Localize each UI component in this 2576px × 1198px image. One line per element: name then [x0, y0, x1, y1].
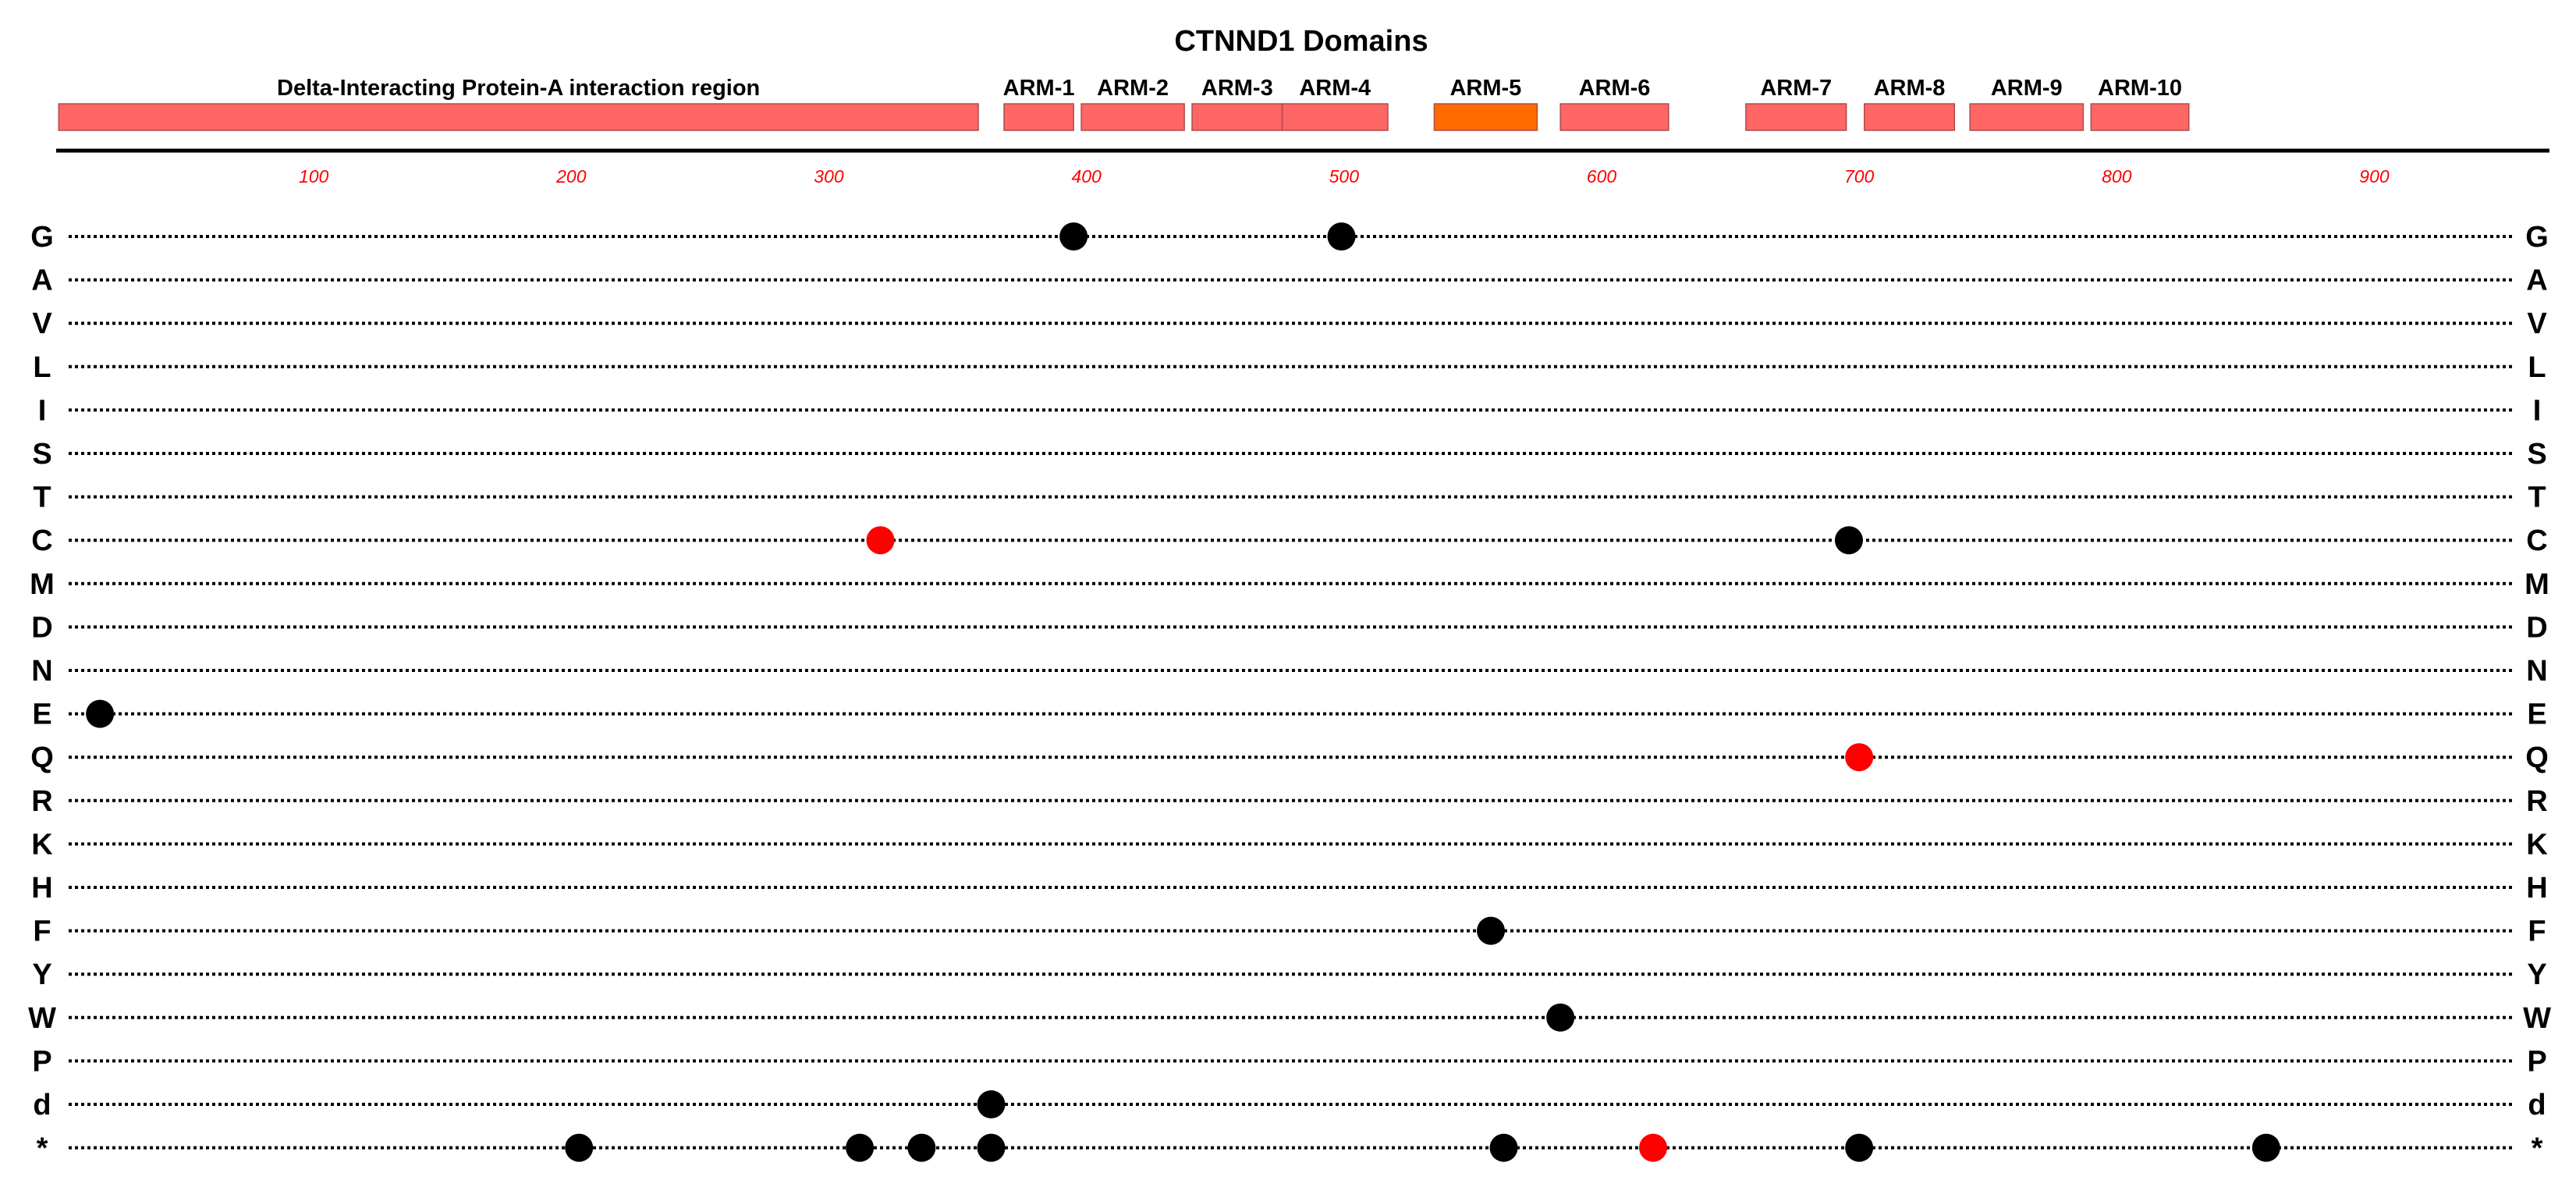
domain-label: ARM-10 [2098, 76, 2183, 101]
row-label-left: A [31, 264, 53, 297]
mutation-point [1490, 1134, 1518, 1162]
mutation-point [867, 526, 895, 554]
row-label-left: I [37, 394, 47, 428]
mutation-point [1845, 1134, 1873, 1162]
mutation-point [565, 1134, 593, 1162]
x-tick-label: 200 [556, 166, 587, 187]
domain-bar [2091, 104, 2188, 130]
row-label-left: K [31, 828, 53, 862]
row-label-right: R [2526, 784, 2548, 818]
domain-bar [1283, 104, 1388, 130]
domain-bar [59, 104, 978, 130]
row-label-left: Q [30, 741, 54, 775]
domain-bar [1560, 104, 1669, 130]
row-label-right: S [2527, 438, 2547, 471]
row-label-right: H [2526, 872, 2548, 905]
row-label-right: L [2528, 350, 2546, 384]
chart-title: CTNND1 Domains [1174, 25, 1428, 58]
mutation-point [1845, 743, 1873, 771]
row-label-left: L [33, 350, 51, 384]
row-label-right: C [2526, 524, 2548, 558]
domain-label: ARM-9 [1990, 76, 2063, 101]
mutation-point [978, 1134, 1006, 1162]
row-label-right: F [2528, 915, 2546, 948]
row-label-left: * [36, 1132, 48, 1165]
domain-label: ARM-7 [1760, 76, 1833, 101]
row-label-right: P [2527, 1045, 2547, 1079]
x-tick-label: 100 [298, 166, 329, 187]
row-label-right: D [2526, 611, 2548, 645]
row-label-left: S [32, 438, 52, 471]
x-tick-label: 700 [1843, 166, 1875, 187]
domain-bar [1192, 104, 1283, 130]
row-label-right: N [2526, 655, 2548, 688]
residue-rows [28, 221, 2551, 1165]
row-label-right: d [2528, 1089, 2546, 1122]
row-label-right: M [2525, 567, 2549, 601]
x-tick-label: 900 [2359, 166, 2390, 187]
mutation-point [846, 1134, 874, 1162]
domain-bar [1865, 104, 1955, 130]
mutation-point [86, 700, 114, 728]
row-label-right: I [2532, 394, 2542, 428]
mutation-point [907, 1134, 935, 1162]
domain-bar [1970, 104, 2083, 130]
x-tick-label: 500 [1329, 166, 1360, 187]
row-label-left: R [31, 784, 53, 818]
row-label-right: Q [2525, 741, 2549, 775]
row-label-left: C [31, 524, 53, 558]
x-tick-label: 800 [2102, 166, 2132, 187]
mutation-point [1328, 222, 1356, 251]
row-label-right: W [2523, 1001, 2551, 1035]
row-label-left: G [30, 221, 54, 254]
domain-bar [1004, 104, 1073, 130]
row-label-left: D [31, 611, 53, 645]
axis-ticks [299, 166, 2390, 187]
row-label-left: H [31, 872, 53, 905]
row-label-left: E [32, 698, 52, 731]
row-label-right: K [2526, 828, 2548, 862]
mutation-point [1059, 222, 1088, 251]
domain-label: Delta-Interacting Protein-A interaction region [277, 76, 761, 101]
mutation-point [1639, 1134, 1667, 1162]
row-label-left: P [32, 1045, 52, 1079]
x-tick-label: 300 [814, 166, 844, 187]
domain-bar [1081, 104, 1184, 130]
mutation-point [1835, 526, 1863, 554]
row-label-left: T [33, 481, 51, 514]
domain-label: ARM-4 [1299, 76, 1371, 101]
row-label-right: G [2525, 221, 2549, 254]
mutation-point [1477, 917, 1505, 945]
domain-bar [1746, 104, 1847, 130]
domain-label: ARM-5 [1449, 76, 1522, 101]
row-label-right: Y [2527, 958, 2547, 992]
row-label-right: * [2531, 1132, 2543, 1165]
row-label-left: W [28, 1001, 56, 1035]
x-tick-label: 400 [1071, 166, 1102, 187]
domain-track [59, 76, 2188, 130]
mutation-point [2252, 1134, 2280, 1162]
row-label-left: M [30, 567, 55, 601]
mutation-points [86, 222, 2280, 1162]
row-label-left: N [31, 655, 53, 688]
row-label-right: A [2526, 264, 2548, 297]
domain-label: ARM-3 [1201, 76, 1273, 101]
row-label-left: Y [32, 958, 52, 992]
domain-label: ARM-1 [1002, 76, 1075, 101]
x-tick-label: 600 [1586, 166, 1617, 187]
domain-bar [1434, 104, 1537, 130]
row-label-right: T [2528, 481, 2546, 514]
domain-label: ARM-2 [1097, 76, 1169, 101]
domain-label: ARM-8 [1873, 76, 1946, 101]
row-label-right: E [2527, 698, 2547, 731]
mutation-point [978, 1090, 1006, 1118]
domain-label: ARM-6 [1578, 76, 1651, 101]
row-label-left: V [32, 307, 52, 341]
row-label-left: F [33, 915, 51, 948]
mutation-point [1546, 1004, 1574, 1032]
row-label-left: d [33, 1089, 51, 1122]
row-label-right: V [2527, 307, 2547, 341]
